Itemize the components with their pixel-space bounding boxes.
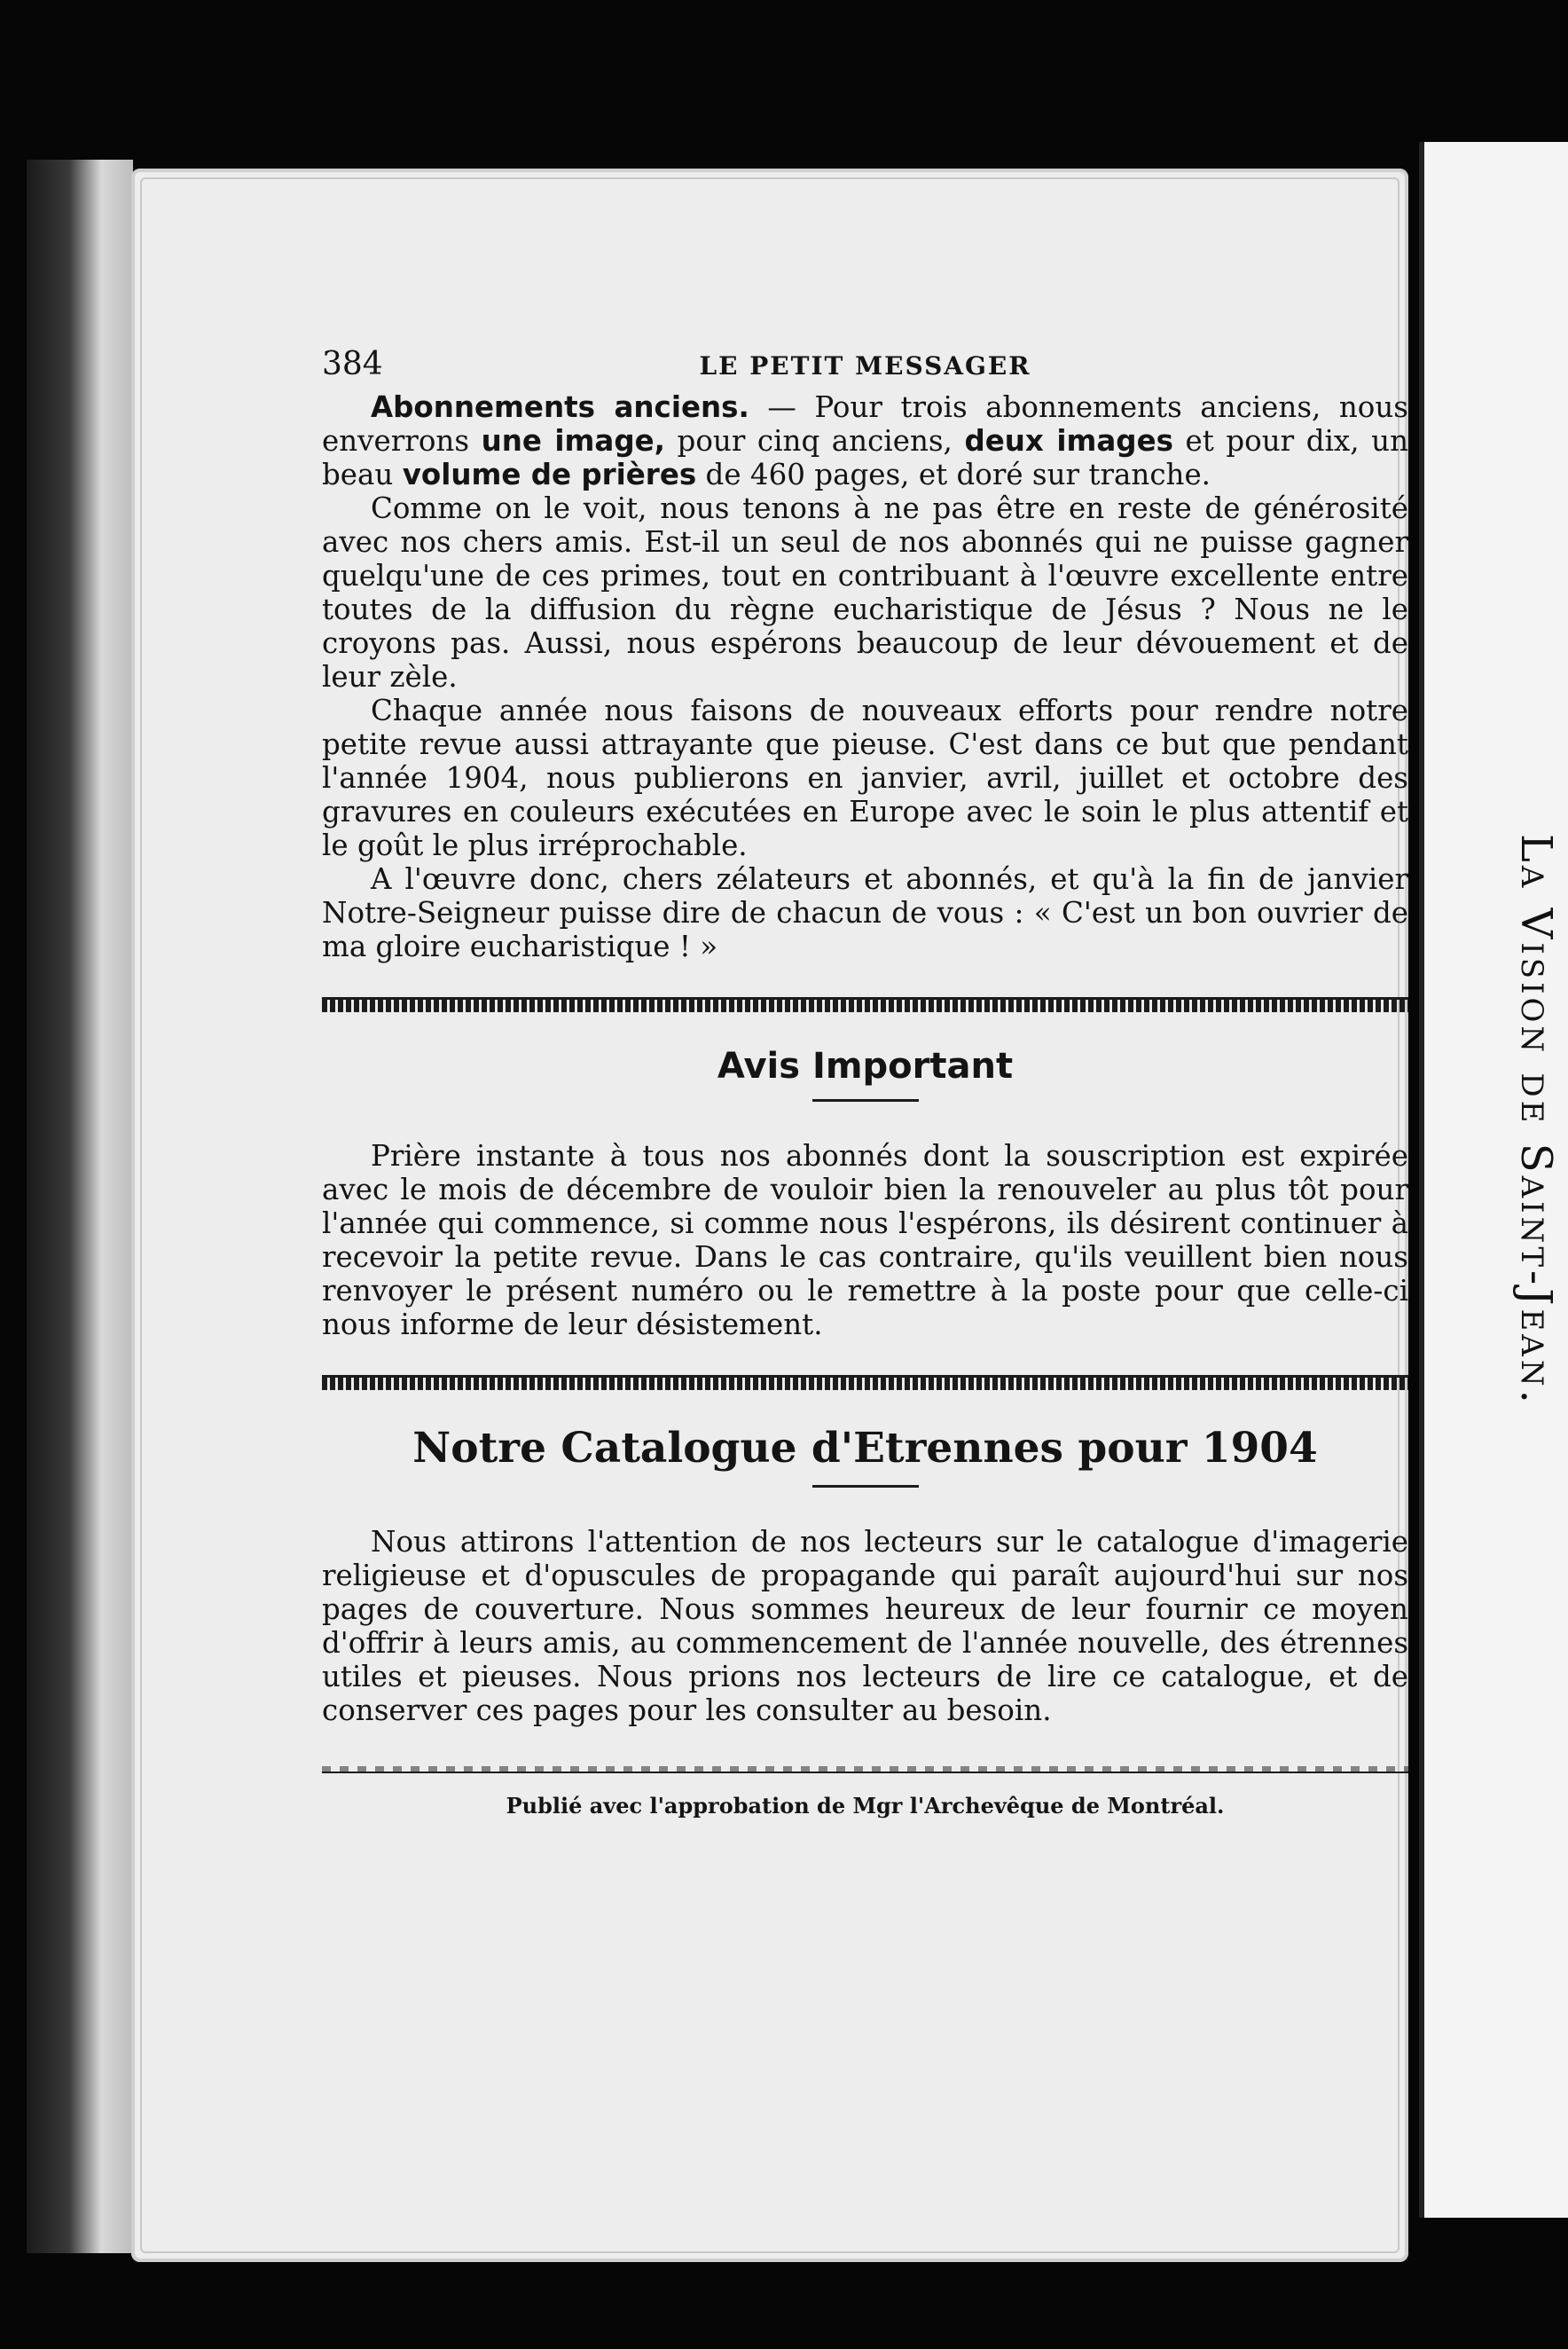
- text-run: de 460 pages, et doré sur tranche.: [696, 458, 1211, 491]
- paragraph-catalogue: Nous attirons l'attention de nos lecteurs sur le catalogue d'imagerie religieuse et d'opuscules de propagande qui paraît aujourd'hui sur nos pages de couverture. Nous sommes heureux de leur fournir ce moyen d'offrir à leurs amis, au commencement de l'année nouvelle, des étrennes utiles et pieuses. Nous prions nos lecteurs de lire ce catalogue, et de conserver ces pages pour les consulter au besoin.: [322, 1525, 1408, 1727]
- running-head: [322, 346, 1408, 390]
- page-content: [322, 346, 1408, 1819]
- text-run: pour cinq anciens,: [665, 424, 965, 458]
- bold-phrase: Abonnements anciens.: [371, 390, 749, 424]
- short-rule: [812, 1485, 919, 1488]
- bold-phrase: une image,: [481, 424, 665, 458]
- running-title: LE PETIT MESSAGER: [699, 351, 1031, 381]
- page-number: 384: [322, 346, 383, 382]
- imprimatur-footer: Publié avec l'approbation de Mgr l'Archevêque de Montréal.: [506, 1793, 1225, 1819]
- bold-phrase: volume de prières: [402, 458, 697, 491]
- ornamental-rule: [322, 1375, 1408, 1390]
- footer-rule: [322, 1772, 1408, 1782]
- paragraph-oeuvre: A l'œuvre donc, chers zélateurs et abonnés, et qu'à la fin de janvier Notre-Seigneur puisse dire de chacun de vous : « C'est un bon ouvrier de ma gloire eucharistique ! »: [322, 862, 1408, 963]
- ornamental-rule: [322, 997, 1408, 1012]
- section-title-catalogue: Notre Catalogue d'Etrennes pour 1904: [412, 1424, 1318, 1473]
- text-run: et pour dix, un beau: [322, 424, 1408, 491]
- book-edge: [27, 160, 133, 2253]
- paragraph-avis: Prière instante à tous nos abonnés dont la souscription est expirée avec le mois de décembre de vouloir bien la renouveler au plus tôt pour l'année qui commence, si comme nous l'espérons, ils désirent continuer à recevoir la petite revue. Dans le cas contraire, qu'ils veuillent bien nous renvoyer le présent numéro ou le remettre à la poste pour que celle-ci nous informe de leur désistement.: [322, 1139, 1408, 1341]
- bold-phrase: deux images: [964, 424, 1173, 458]
- page: [131, 169, 1408, 2262]
- short-rule: [812, 1099, 919, 1102]
- text-run: — Pour trois abonnements anciens, nous enverrons: [322, 390, 1408, 458]
- paragraph-efforts: Chaque année nous faisons de nouveaux efforts pour rendre notre petite revue aussi attrayante que pieuse. C'est dans ce but que pendant l'année 1904, nous publierons en janvier, avril, juillet et octobre des gravures en couleurs exécutées en Europe avec le soin le plus attentif et le goût le plus irréprochable.: [322, 694, 1408, 862]
- section-title-avis: Avis Important: [717, 1046, 1014, 1087]
- paragraph-abonnements: [322, 390, 1408, 491]
- spine-title: La Vision de Saint-Jean.: [1511, 834, 1561, 1407]
- paragraph-generosite: Comme on le voit, nous tenons à ne pas être en reste de générosité avec nos chers amis. Est-il un seul de nos abonnés qui ne puisse gagner quelqu'une de ces primes, tout en contribuant à l'œuvre excellente entre toutes de la diffusion du règne eucharistique de Jésus ? Nous ne le croyons pas. Aussi, nous espérons beaucoup de leur dévouement et de leur zèle.: [322, 491, 1408, 694]
